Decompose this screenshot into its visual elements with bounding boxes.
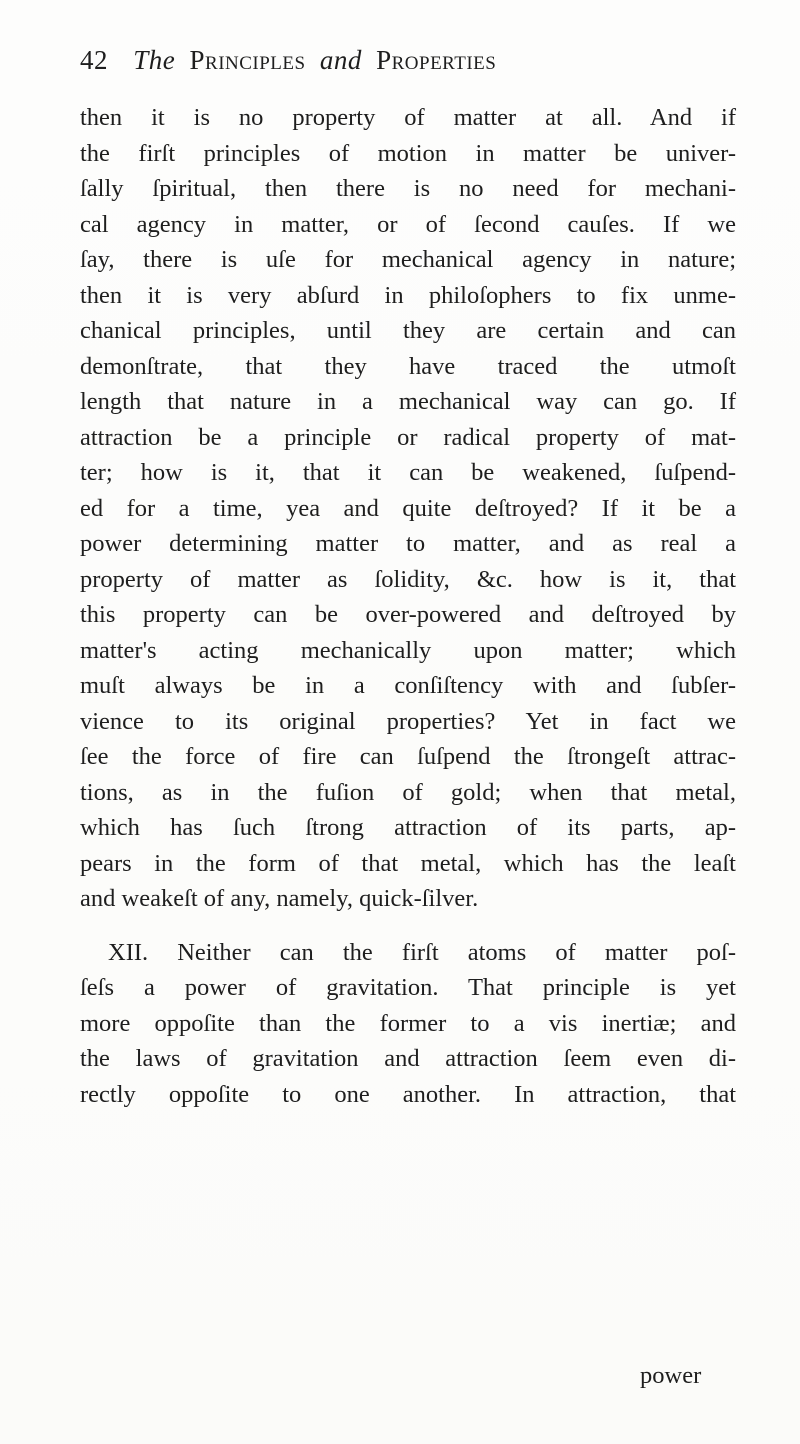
running-title-the: The: [133, 45, 176, 75]
running-head: [80, 45, 740, 85]
running-title-principles: Principles: [189, 45, 306, 75]
paragraph-gap: [80, 917, 736, 935]
text-line: ſee the force of fire can ſuſpend the ſtrongeſt attrac-: [80, 743, 736, 770]
text-line: ſally ſpiritual, then there is no need for mechani-: [80, 175, 736, 202]
text-line: demonſtrate, that they have traced the utmoſt: [80, 352, 736, 380]
text-line: pears in the form of that metal, which has the leaſt: [80, 849, 736, 877]
text-line: ter; how is it, that it can be weakened, ſuſpend-: [80, 459, 736, 486]
text-line: power determining matter to matter, and as real a: [80, 530, 736, 557]
text-line: rectly oppoſite to one another. In attraction, that: [80, 1080, 736, 1108]
text-line: cal agency in matter, or of ſecond cauſes. If we: [80, 210, 736, 238]
text-line: and weakeſt of any, namely, quick-ſilver.: [80, 885, 479, 912]
text-line: property of matter as ſolidity, &c. how is it, that: [80, 565, 736, 593]
text-line: matter's acting mechanically upon matter; which: [80, 636, 736, 664]
text-line: ed for a time, yea and quite deſtroyed? If it be a: [80, 494, 736, 522]
text-line: the firſt principles of motion in matter be univer-: [80, 139, 736, 167]
text-line: ſeſs a power of gravitation. That principle is yet: [80, 974, 736, 1001]
text-line: muſt always be in a conſiſtency with and ſubſer-: [80, 672, 736, 699]
text-line: tions, as in the fuſion of gold; when that metal,: [80, 778, 736, 806]
page-number: 42: [80, 45, 108, 75]
text-line: ſay, there is uſe for mechanical agency in nature;: [80, 246, 736, 273]
text-line: then it is no property of matter at all. And if: [80, 104, 736, 131]
text-line: the laws of gravitation and attraction ſeem even di-: [80, 1045, 736, 1072]
text-line: attraction be a principle or radical property of mat-: [80, 423, 736, 451]
text-line: chanical principles, until they are certain and can: [80, 317, 736, 344]
text-line: then it is very abſurd in philoſophers to fix unme-: [80, 281, 736, 309]
running-title-properties: Properties: [376, 45, 497, 75]
catchword: power: [640, 1362, 702, 1389]
text-line: vience to its original properties? Yet in fact we: [80, 707, 736, 735]
running-title-and: and: [319, 45, 362, 75]
section-xii-first-line: XII. Neither can the firſt atoms of matter poſ-: [108, 938, 736, 966]
body-text: [80, 100, 736, 1112]
text-line: more oppoſite than the former to a vis inertiæ; and: [80, 1009, 736, 1037]
text-line: length that nature in a mechanical way can go. If: [80, 388, 736, 415]
text-line: this property can be over-powered and deſtroyed by: [80, 601, 736, 628]
text-line: which has ſuch ſtrong attraction of its parts, ap-: [80, 814, 736, 841]
